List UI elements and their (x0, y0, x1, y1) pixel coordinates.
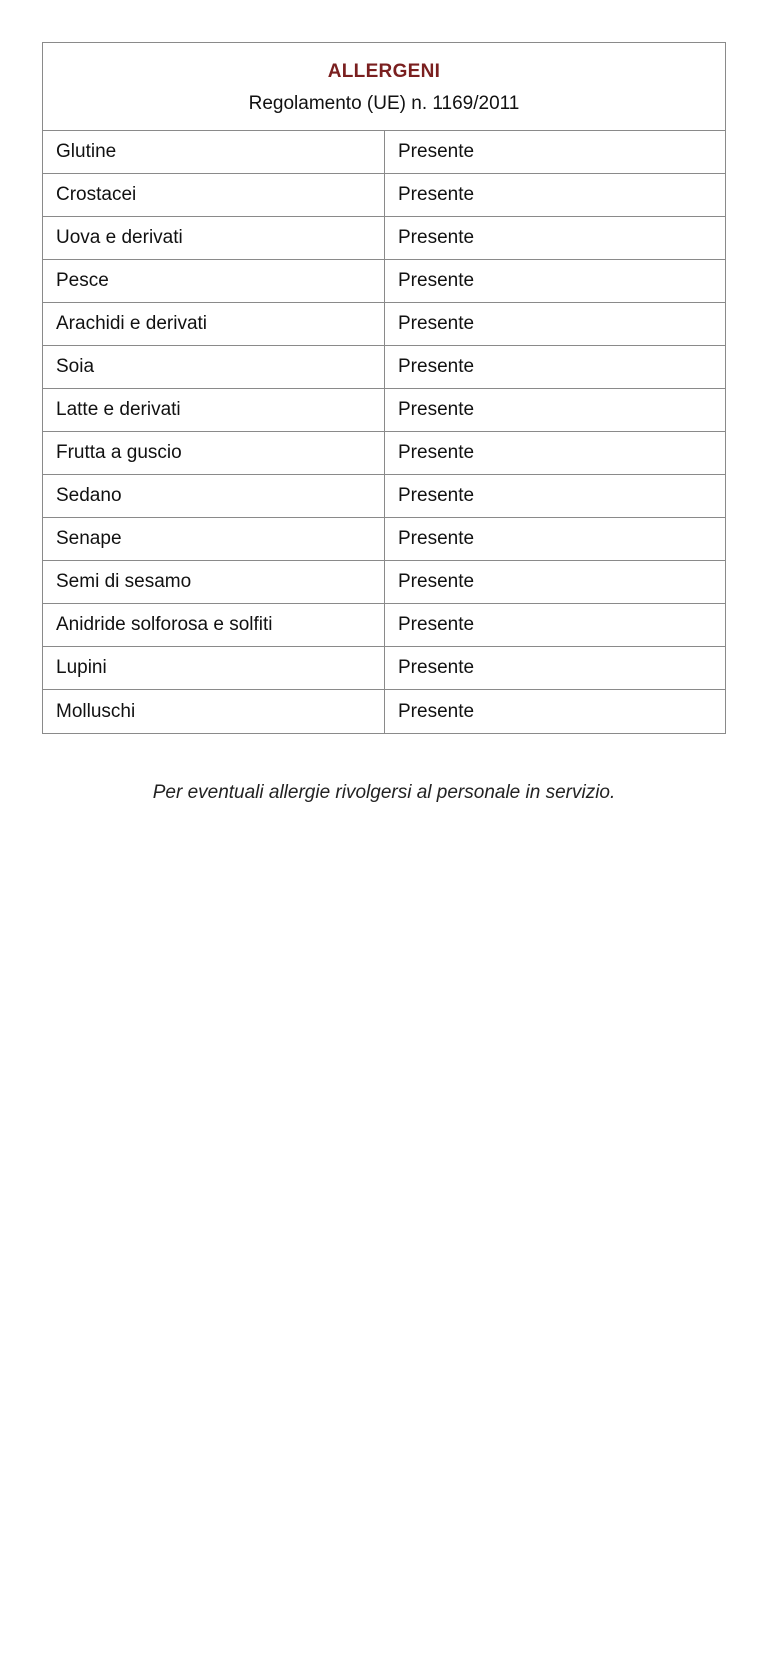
table-row (43, 604, 725, 647)
allergen-name: Molluschi (43, 690, 385, 733)
allergen-name: Crostacei (43, 174, 385, 216)
allergen-name: Latte e derivati (43, 389, 385, 431)
table-row (43, 690, 725, 733)
allergen-status: Presente (398, 442, 475, 463)
allergen-status: Presente (398, 528, 475, 549)
allergen-status: Presente (398, 571, 475, 592)
table-row (43, 131, 725, 174)
table-row (43, 303, 725, 346)
allergen-name: Uova e derivati (43, 217, 385, 259)
allergen-status: Presente (398, 141, 475, 162)
table-row (43, 518, 725, 561)
allergen-status: Presente (398, 313, 475, 334)
table-title: ALLERGENI (327, 61, 441, 82)
table-body (43, 131, 725, 733)
allergen-name: Lupini (43, 647, 385, 689)
allergen-status: Presente (398, 227, 475, 248)
allergen-name: Soia (43, 346, 385, 388)
table-row (43, 260, 725, 303)
allergen-name: Pesce (43, 260, 385, 302)
table-row (43, 346, 725, 389)
table-row (43, 217, 725, 260)
table-row (43, 475, 725, 518)
allergen-status: Presente (398, 700, 475, 722)
table-row (43, 389, 725, 432)
allergen-status: Presente (398, 657, 475, 678)
allergen-name: Arachidi e derivati (43, 303, 385, 345)
allergen-name: Anidride solforosa e solfiti (43, 604, 385, 646)
allergen-name: Semi di sesamo (43, 561, 385, 603)
allergen-status: Presente (398, 399, 475, 420)
allergen-status: Presente (398, 356, 475, 377)
table-header (43, 43, 725, 131)
allergen-table (42, 42, 726, 734)
table-row (43, 647, 725, 690)
allergen-name: Senape (43, 518, 385, 560)
allergen-name: Glutine (43, 131, 385, 173)
footer-note: Per eventuali allergie rivolgersi al personale in servizio. (152, 782, 616, 803)
allergen-name: Frutta a guscio (43, 432, 385, 474)
table-row (43, 174, 725, 217)
allergen-name: Sedano (43, 475, 385, 517)
allergen-status: Presente (398, 485, 475, 506)
table-subtitle: Regolamento (UE) n. 1169/2011 (248, 93, 520, 114)
allergen-status: Presente (398, 184, 475, 205)
allergen-status: Presente (398, 614, 475, 635)
table-row (43, 432, 725, 475)
table-row (43, 561, 725, 604)
allergen-status: Presente (398, 270, 475, 291)
